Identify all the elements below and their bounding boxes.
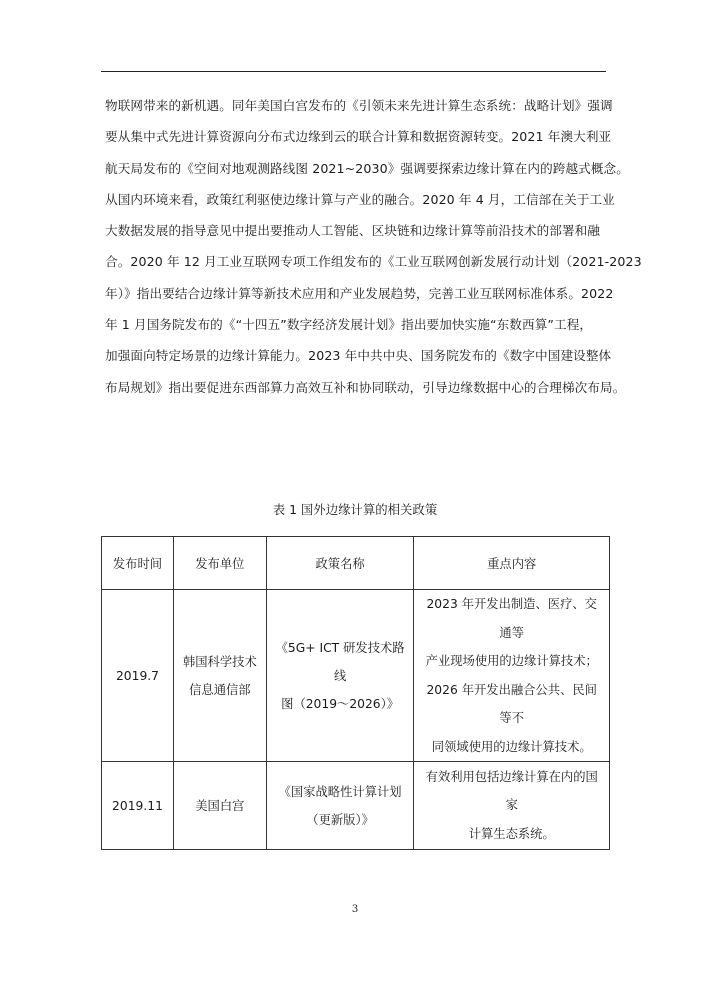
- policy-line: 《5G+ ICT 研发技术路线: [275, 640, 405, 683]
- content-line: 计算生态系统。: [468, 826, 555, 841]
- cell-issuer: [173, 762, 266, 850]
- paragraph-line: 年）》指出要结合边缘计算等新技术应用和产业发展趋势，完善工业互联网标准体系。2022: [105, 285, 614, 301]
- paragraph-line: 从国内环境来看，政策红利驱使边缘计算与产业的融合。2020 年 4 月，工信部在关于工业: [105, 191, 615, 207]
- table-header-row: [102, 537, 610, 590]
- issuer-line: 韩国科学技术: [182, 654, 257, 669]
- paragraph-line: 航天局发布的《空间对地观测路线图 2021~2030》强调要探索边缘计算在内的跨越式概念。: [105, 160, 629, 176]
- table-caption: 表 1 国外边缘计算的相关政策: [272, 502, 438, 517]
- issuer-line: 信息通信部: [189, 682, 251, 697]
- body-paragraph: [105, 90, 642, 403]
- paragraph-line: 物联网带来的新机遇。同年美国白宫发布的《引领未来先进计算生态系统：战略计划》强调: [105, 98, 613, 113]
- cell-content: [414, 762, 610, 850]
- policy-table: [101, 536, 610, 850]
- paragraph-line: 合。2020 年 12 月工业互联网专项工作组发布的《工业互联网创新发展行动计划（2021-2023: [105, 254, 642, 270]
- content-line: 2023 年开发出制造、医疗、交通等: [426, 597, 597, 640]
- page-number: 3: [351, 904, 359, 915]
- paragraph-line: 布局规划》指出要促进东西部算力高效互补和协同联动，引导边缘数据中心的合理梯次布局。: [105, 379, 626, 395]
- header-rule: [101, 71, 606, 72]
- paragraph-line: 大数据发展的指导意见中提出要推动人工智能、区块链和边缘计算等前沿技术的部署和融: [105, 223, 601, 239]
- header-issuer: 发布单位: [173, 537, 266, 590]
- table-row: [102, 590, 610, 762]
- paragraph-line: 年 1 月国务院发布的《“十四五”数字经济发展计划》指出要加快实施“东数西算”工程，: [105, 317, 593, 333]
- cell-policy: [266, 762, 414, 850]
- content-line: 2026 年开发出融合公共、民间等不: [426, 682, 597, 725]
- policy-line: 图（2019～2026）》: [281, 696, 400, 711]
- cell-date: 2019.11: [102, 762, 174, 850]
- content-line: 有效利用包括边缘计算在内的国家: [425, 769, 598, 813]
- content-line: 同领域使用的边缘计算技术。: [431, 739, 592, 754]
- paragraph-line: 要从集中式先进计算资源向分布式边缘到云的联合计算和数据资源转变。2021 年澳大利亚: [105, 129, 612, 145]
- cell-date: 2019.7: [102, 590, 174, 762]
- header-date: 发布时间: [102, 537, 174, 590]
- header-content: 重点内容: [414, 537, 610, 590]
- header-policy: 政策名称: [266, 537, 414, 590]
- policy-line: 《国家战略性计算计划: [278, 784, 402, 799]
- table-row: [102, 762, 610, 850]
- cell-policy: [266, 590, 414, 762]
- content-line: 产业现场使用的边缘计算技术；: [425, 654, 598, 668]
- issuer-line: 美国白宫: [195, 798, 245, 813]
- cell-content: [414, 590, 610, 762]
- paragraph-line: 加强面向特定场景的边缘计算能力。2023 年中共中央、国务院发布的《数字中国建设整体: [105, 348, 612, 364]
- cell-issuer: [173, 590, 266, 762]
- policy-line: （更新版）》: [306, 812, 374, 827]
